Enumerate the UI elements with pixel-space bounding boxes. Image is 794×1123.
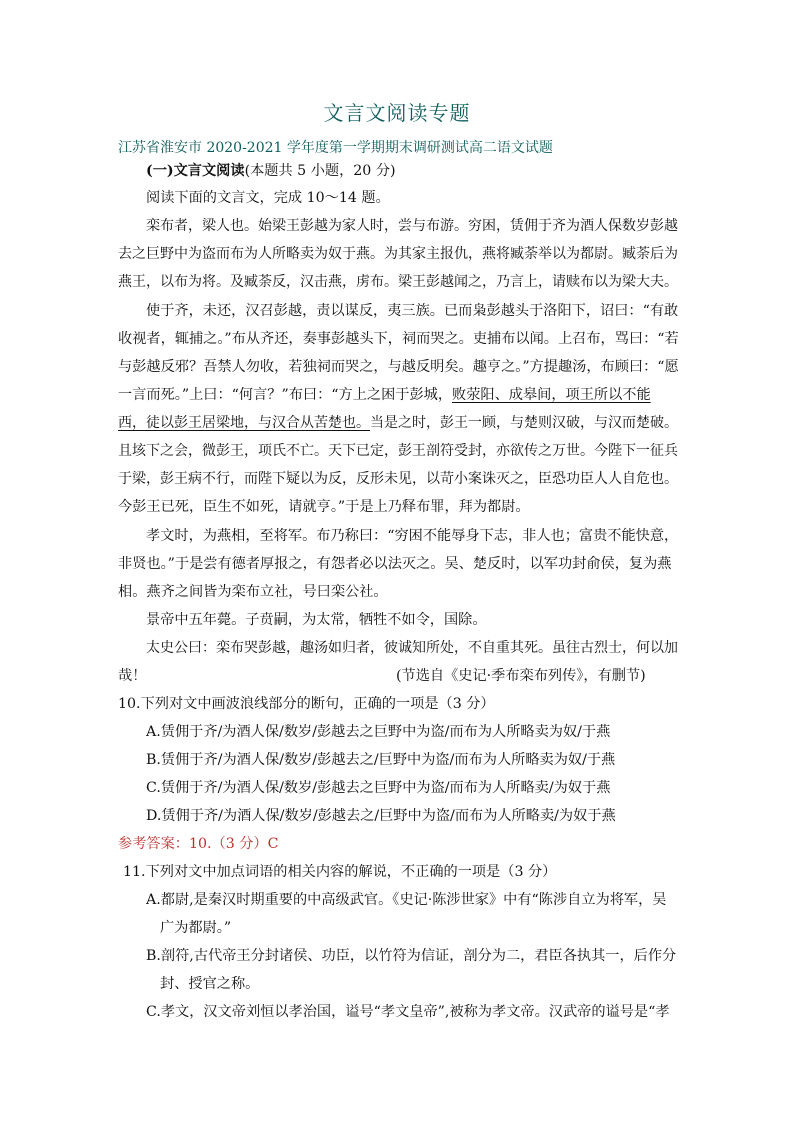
question-11-option-b-cont: 封、授官之称。 (160, 976, 260, 992)
question-10-answer: 参考答案：10.（3 分）C (118, 836, 279, 852)
passage-line: 哉！ (118, 668, 147, 684)
question-11-option-b: B.剖符,古代帝王分封诸侯、功臣，以竹符为信证，剖分为二，君臣各执其一，后作分 (146, 948, 677, 964)
document-title: 文言文阅读专题 (323, 101, 471, 125)
passage-line: 今彭王已死，臣生不如死，请就亨。”于是上乃释布罪，拜为都尉。 (118, 499, 530, 515)
passage-line: 太史公曰：栾布哭彭越，趣汤如归者，彼诚知所处，不自重其死。虽往古烈士，何以加 (146, 640, 678, 656)
passage-line: 收视者，辄捕之。”布从齐还，奏事彭越头下，祠而哭之。吏捕布以闻。上召布，骂曰：“若 (118, 331, 679, 347)
exam-source: 江苏省淮安市 2020-2021 学年度第一学期期末调研测试高二语文试题 (118, 140, 553, 156)
passage-line: 与彭越反邪？吾禁人勿收，若独祠而哭之，与越反明矣。趣亨之。”方提趣汤，布顾曰：“愿 (118, 359, 679, 375)
passage-line: 相。燕齐之间皆为栾布立社，号曰栾公社。 (118, 584, 388, 600)
passage-line: 去之巨野中为盗而布为人所略卖为奴于燕。为其家主报仇，燕将臧荼举以为都尉。臧荼后为 (118, 246, 678, 262)
passage-citation: (节选自《史记·季布栾布列传》，有删节) (396, 668, 646, 684)
section-note: (本题共 5 小题，20 分) (244, 163, 396, 179)
passage-line (118, 413, 678, 433)
question-11-option-a: A.都尉,是秦汉时期重要的中高级武官。《史记·陈涉世家》中有“陈涉自立为将军，吴 (146, 892, 667, 908)
question-11-option-c: C.孝文，汉文帝刘恒以孝治国，谥号“孝文皇帝”,被称为孝文帝。汉武帝的谥号是“孝 (146, 1004, 670, 1020)
passage-line: 非贤也。”于是尝有德者厚报之，有怨者必以法灭之。吴、楚反时，以军功封俞侯，复为燕 (118, 556, 672, 572)
question-10-option-d: D.赁佣于齐/为酒人保/数岁/彭越去之/巨野中为盗/而布为人所略卖/为奴于燕 (146, 808, 616, 824)
passage-line: 且垓下之会，微彭王，项氏不亡。天下已定，彭王剖符受封，亦欲传之万世。今陛下一征兵 (118, 443, 678, 459)
instruction: 阅读下面的文言文，完成 10～14 题。 (146, 190, 390, 206)
underlined-sentence: 败荥阳、成皋间，项王所以不能 (452, 387, 651, 403)
passage-line: 使于齐，未还，汉召彭越，责以谋反，夷三族。已而枭彭越头于洛阳下，诏曰：“有敢 (146, 303, 679, 319)
passage-line: 栾布者，梁人也。始梁王彭越为家人时，尝与布游。穷困，赁佣于齐为酒人保数岁彭越 (146, 218, 678, 234)
passage-text: 一言而死。”上曰：“何言？”布曰：“方上之困于彭城， (118, 387, 453, 403)
passage-line: 景帝中五年薨。子贲嗣，为太常，牺牲不如令，国除。 (146, 612, 487, 628)
passage-line (118, 385, 651, 405)
question-10-stem: 10.下列对文中画波浪线部分的断句，正确的一项是（3 分） (118, 696, 495, 712)
question-10-option-c: C.赁佣于齐/为酒人保/数岁/彭越去之巨野中为盗/而布为人所略卖/为奴于燕 (146, 780, 611, 796)
underlined-sentence: 西，徒以彭王居梁地，与汉合从苦楚也。 (118, 415, 370, 431)
question-11-option-a-cont: 广为都尉。” (160, 920, 232, 936)
section-heading: (一)文言文阅读 (146, 163, 245, 179)
passage-line: 于梁，彭王病不行，而陛下疑以为反，反形未见，以苛小案诛灭之，臣恐功臣人人自危也。 (118, 471, 678, 487)
section-heading-line (146, 161, 396, 181)
passage-line: 孝文时，为燕相，至将军。布乃称曰：“穷困不能辱身下志，非人也；富贵不能快意， (146, 528, 679, 544)
passage-text: 当是之时，彭王一顾，与楚则汉破，与汉而楚破。 (370, 415, 678, 431)
question-10-option-a: A.赁佣于齐/为酒人保/数岁/彭越去之巨野中为盗/而布为人所略卖为奴/于燕 (146, 724, 611, 740)
question-10-option-b: B.赁佣于齐/为酒人保/数岁/彭越去之/巨野中为盗/而布为人所略卖为奴/于燕 (146, 752, 616, 768)
passage-line: 燕王，以布为将。及臧荼反，汉击燕，虏布。梁王彭越闻之，乃言上，请赎布以为梁大夫。 (118, 274, 678, 290)
question-11-stem: 11.下列对文中加点词语的相关内容的解说，不正确的一项是（3 分） (123, 864, 557, 880)
